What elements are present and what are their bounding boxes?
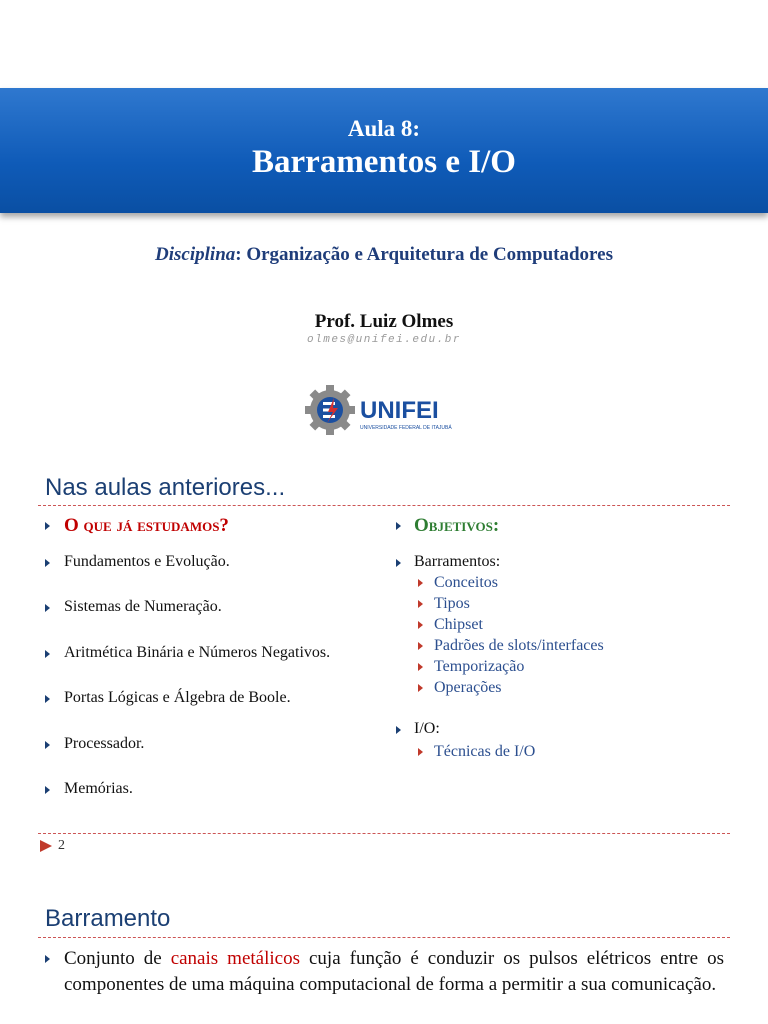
sub-bullet-icon: [418, 642, 423, 650]
right-group-label: Barramentos:: [414, 553, 501, 570]
lesson-title: Barramentos e I/O: [252, 144, 516, 180]
sub-bullet-icon: [418, 579, 423, 587]
right-sub-item: Padrões de slots/interfaces: [434, 637, 604, 654]
highlighted-term: canais metálicos: [170, 948, 300, 969]
right-header: Objetivos:: [414, 515, 500, 536]
professor-email: olmes@unifei.edu.br: [307, 334, 461, 346]
bullet-icon: [45, 695, 50, 703]
paragraph-text: cuja função é conduzir os pulsos elétricos entre os componentes de uma máquina computacional de forma a permitir a sua comunicação.: [64, 948, 724, 995]
discipline-name: Organização e Arquitetura de Computadores: [246, 244, 613, 265]
slide2-heading: Nas aulas anteriores...: [45, 474, 286, 501]
bullet-icon: [396, 522, 401, 530]
bullet-icon: [45, 604, 50, 612]
left-item: Portas Lógicas e Álgebra de Boole.: [64, 689, 291, 706]
right-sub-item: Operações: [434, 679, 502, 696]
right-sub-item: Chipset: [434, 616, 483, 633]
slide2-bottom-divider: [38, 833, 730, 834]
paragraph-text: Conjunto de: [64, 948, 171, 969]
professor-name: Prof. Luiz Olmes: [314, 311, 454, 332]
definition-paragraph: [64, 946, 724, 998]
page-number: 2: [58, 838, 65, 853]
bullet-icon: [45, 955, 50, 963]
right-sub-item: Tipos: [434, 595, 470, 612]
bullet-icon: [45, 741, 50, 749]
bullet-icon: [45, 650, 50, 658]
gear-icon: [305, 385, 465, 435]
left-item: Aritmética Binária e Números Negativos.: [64, 644, 331, 661]
discipline-separator: :: [235, 244, 247, 265]
right-sub-item: Temporização: [434, 658, 525, 675]
left-item: Processador.: [64, 735, 145, 752]
unifei-logo: [305, 385, 465, 435]
left-header: O que já estudamos?: [64, 515, 229, 536]
left-item: Memórias.: [64, 780, 133, 797]
left-item: Sistemas de Numeração.: [64, 598, 222, 615]
sub-bullet-icon: [418, 621, 423, 629]
right-group-label: I/O:: [414, 720, 440, 737]
slide3-divider: [38, 937, 730, 938]
bullet-icon: [396, 559, 401, 567]
discipline-label: Disciplina: [155, 244, 236, 265]
sub-bullet-icon: [418, 684, 423, 692]
slide3-heading: Barramento: [45, 905, 171, 932]
bullet-icon: [45, 786, 50, 794]
lesson-number: Aula 8:: [347, 116, 421, 141]
sub-bullet-icon: [418, 663, 423, 671]
bullet-icon: [45, 522, 50, 530]
sub-bullet-icon: [418, 600, 423, 608]
right-sub-item: Técnicas de I/O: [434, 743, 536, 760]
right-sub-item: Conceitos: [434, 574, 498, 591]
page-arrow-icon: [40, 840, 52, 852]
bullet-icon: [396, 726, 401, 734]
svg-text:UNIVERSIDADE FEDERAL DE ITAJUB: UNIVERSIDADE FEDERAL DE ITAJUBÁ: [360, 425, 452, 431]
sub-bullet-icon: [418, 748, 423, 756]
slide2-top-divider: [38, 505, 730, 506]
bullet-icon: [45, 559, 50, 567]
svg-text:UNIFEI: UNIFEI: [360, 397, 439, 424]
left-item: Fundamentos e Evolução.: [64, 553, 230, 570]
discipline-line: [0, 244, 768, 266]
